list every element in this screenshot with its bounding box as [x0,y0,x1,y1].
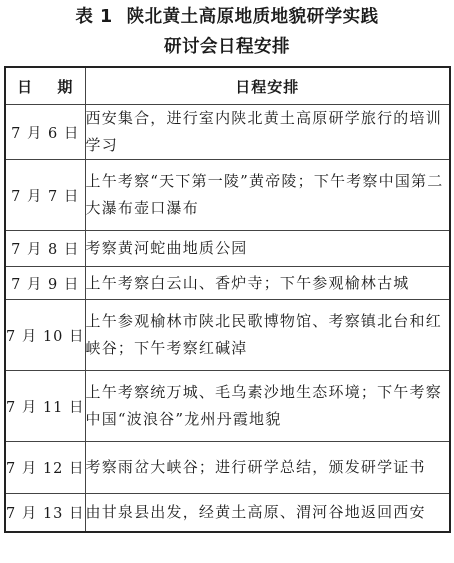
table-row [5,494,450,532]
date-cell: 7 月 13 日 [5,494,85,532]
table-row [5,371,450,442]
schedule-cell: 考察黄河蛇曲地质公园 [85,231,450,267]
date-cell: 7 月 12 日 [5,442,85,494]
schedule-cell: 由甘泉县出发，经黄土高原、渭河谷地返回西安 [85,494,450,532]
table-subtitle: 研讨会日程安排 [164,37,290,57]
schedule-cell: 上午参观榆林市陕北民歌博物馆、考察镇北台和红峡谷；下午考察红碱淖 [85,300,450,371]
table-row [5,105,450,160]
date-cell: 7 月 6 日 [5,105,85,160]
table-row [5,160,450,231]
date-cell: 7 月 8 日 [5,231,85,267]
table-title [0,3,454,28]
schedule-cell: 上午考察统万城、毛乌素沙地生态环境；下午考察中国“波浪谷”龙州丹霞地貌 [85,371,450,442]
table-row [5,267,450,300]
title-line-1: 陕北黄土高原地质地貌研学实践 [126,7,379,27]
header-schedule: 日程安排 [85,67,450,105]
schedule-cell: 上午考察“天下第一陵”黄帝陵；下午考察中国第二大瀑布壶口瀑布 [85,160,450,231]
table-row [5,231,450,267]
schedule-cell: 考察雨岔大峡谷；进行研学总结，颁发研学证书 [85,442,450,494]
table-number: 表 1 [75,7,113,27]
header-date: 日 期 [5,67,85,105]
date-cell: 7 月 7 日 [5,160,85,231]
header-row [5,67,450,105]
schedule-table [4,66,451,533]
date-cell: 7 月 10 日 [5,300,85,371]
schedule-cell: 上午考察白云山、香炉寺；下午参观榆林古城 [85,267,450,300]
schedule-cell: 西安集合，进行室内陕北黄土高原研学旅行的培训学习 [85,105,450,160]
date-cell: 7 月 9 日 [5,267,85,300]
date-cell: 7 月 11 日 [5,371,85,442]
table-row [5,300,450,371]
table-row [5,442,450,494]
